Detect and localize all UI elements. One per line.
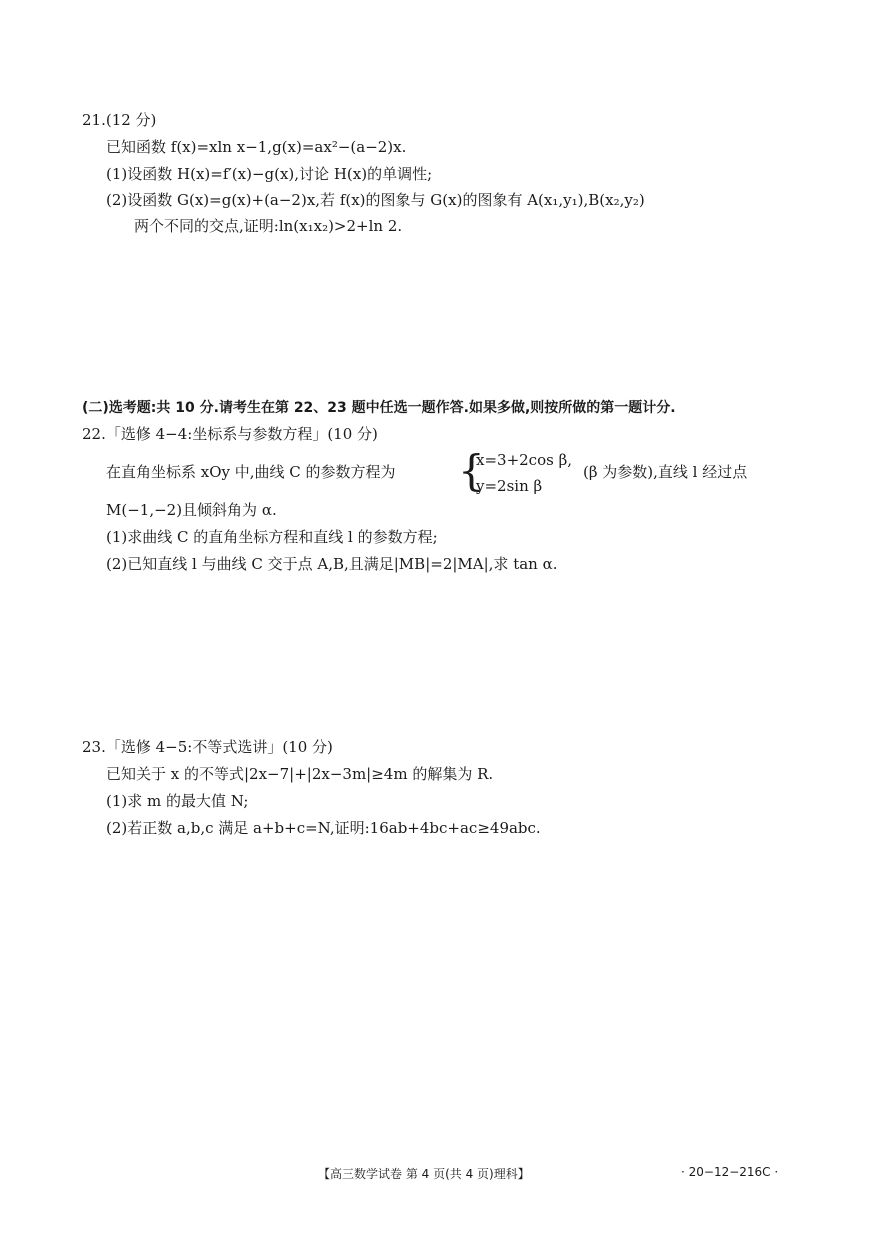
q22-header: 22.「选修 4−4:坐标系与参数方程」(10 分): [82, 425, 378, 443]
q22-parametric-system: [458, 448, 588, 500]
q22-part2: (2)已知直线 l 与曲线 C 交于点 A,B,且满足|MB|=2|MA|,求 tan α.: [106, 555, 558, 573]
section2-header: (二)选考题:共 10 分.请考生在第 22、23 题中任选一题作答.如果多做,则按所做的第一题计分.: [82, 400, 676, 416]
q22-intro-post: (β 为参数),直线 l 经过点: [583, 463, 748, 481]
q22-intro-pre: 在直角坐标系 xOy 中,曲线 C 的参数方程为: [106, 463, 396, 481]
q23-header: 23.「选修 4−5:不等式选讲」(10 分): [82, 738, 333, 756]
q21-header: 21.(12 分): [82, 111, 157, 129]
q21-part2-line2: 两个不同的交点,证明:ln(x₁x₂)>2+ln 2.: [134, 217, 403, 235]
q23-given: 已知关于 x 的不等式|2x−7|+|2x−3m|≥4m 的解集为 R.: [106, 765, 494, 783]
paper-code: · 20−12−216C ·: [681, 1165, 779, 1179]
q21-given: 已知函数 f(x)=xln x−1,g(x)=ax²−(a−2)x.: [106, 138, 407, 156]
q23-part2: (2)若正数 a,b,c 满足 a+b+c=N,证明:16ab+4bc+ac≥49abc.: [106, 819, 541, 837]
q23-part1: (1)求 m 的最大值 N;: [106, 792, 249, 810]
q21-part2-line1: (2)设函数 G(x)=g(x)+(a−2)x,若 f(x)的图象与 G(x)的图象有 A(x₁,y₁),B(x₂,y₂): [106, 191, 645, 209]
q22-system-line1: x=3+2cos β,: [476, 451, 573, 469]
q21-part1: (1)设函数 H(x)=f′(x)−g(x),讨论 H(x)的单调性;: [106, 165, 433, 183]
q22-part1: (1)求曲线 C 的直角坐标方程和直线 l 的参数方程;: [106, 528, 438, 546]
q22-intro-line2: M(−1,−2)且倾斜角为 α.: [106, 501, 277, 519]
left-brace-icon: {: [458, 446, 485, 495]
q22-system-line2: y=2sin β: [476, 477, 543, 495]
page-footer: 【高三数学试卷 第 4 页(共 4 页)理科】: [318, 1167, 530, 1181]
